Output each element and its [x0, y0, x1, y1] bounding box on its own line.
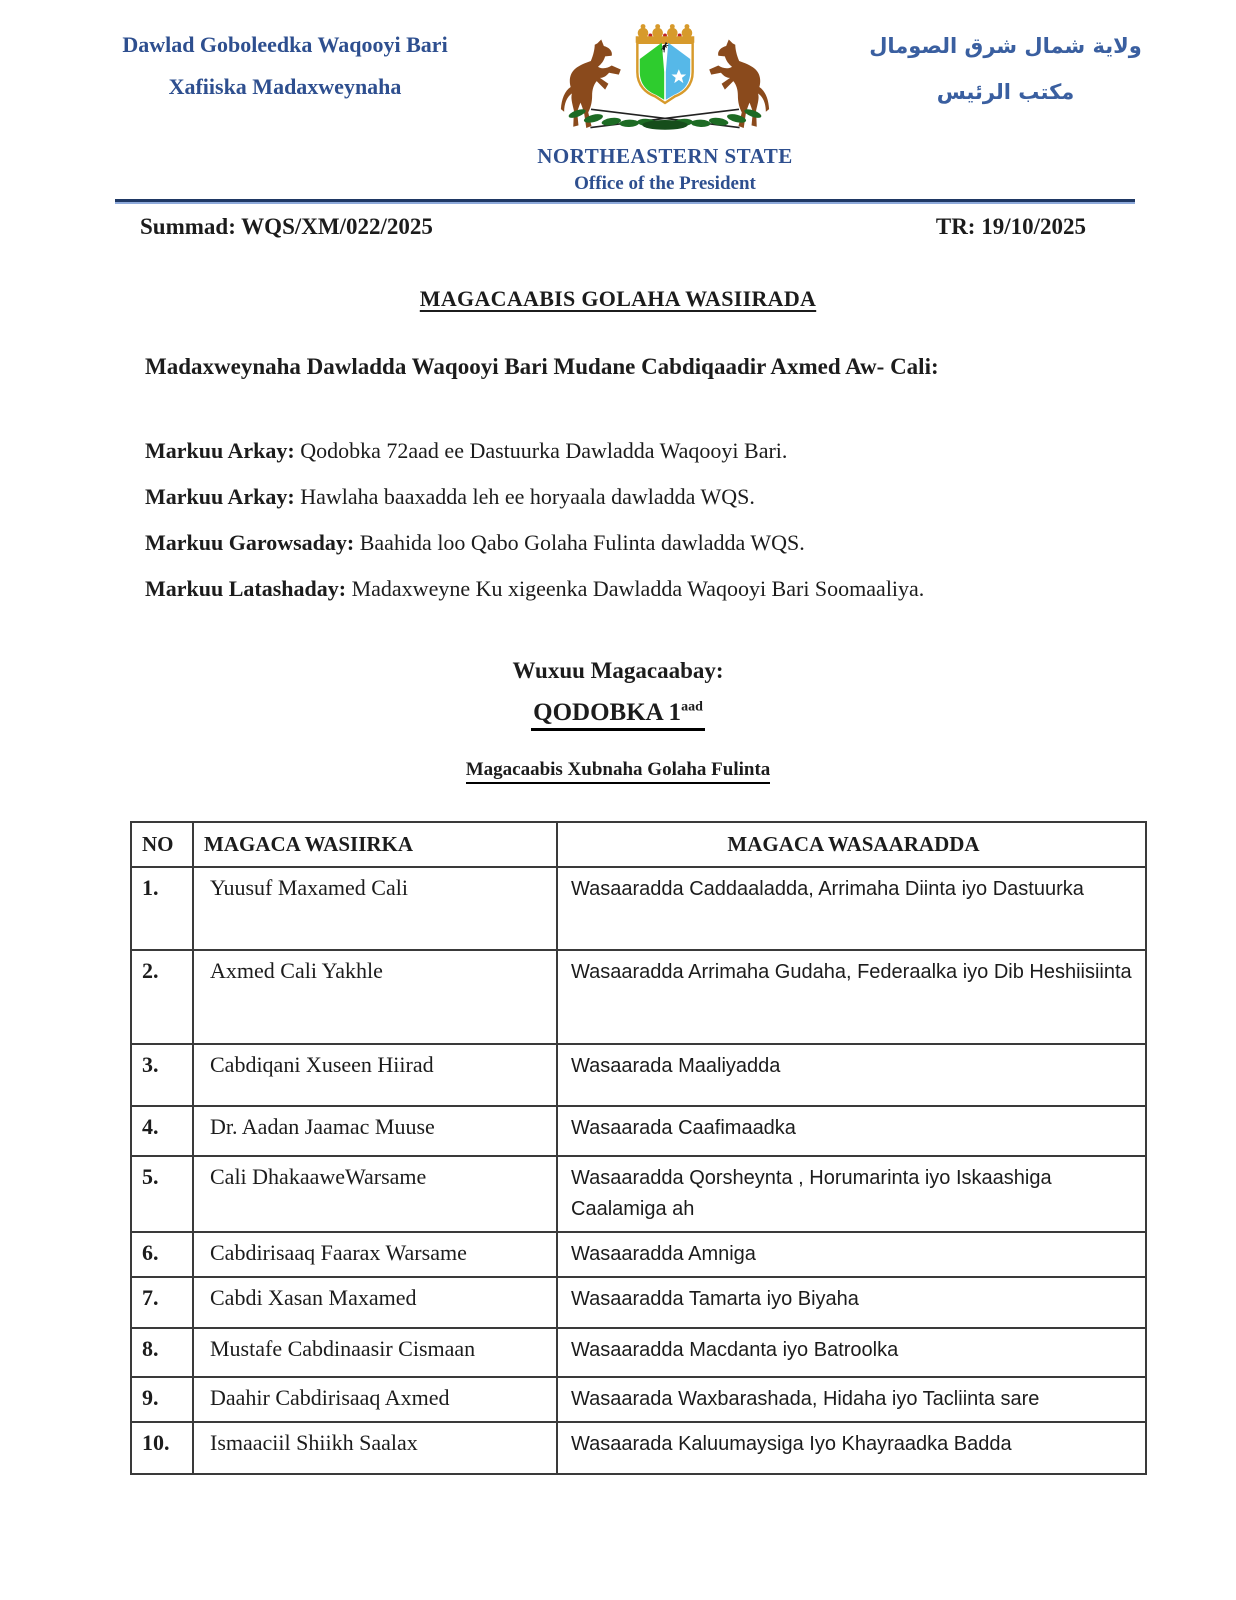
table-row: [131, 1277, 1146, 1328]
minister-name: Ismaaciil Shiikh Saalax: [193, 1422, 557, 1474]
clause-line: [145, 484, 1146, 510]
clause-text: Baahida loo Qabo Golaha Fulinta dawladda WQS.: [354, 530, 805, 555]
ministers-table: [130, 821, 1147, 1475]
table-row: [131, 1232, 1146, 1277]
document-date: TR: 19/10/2025: [935, 214, 1086, 239]
table-row: [131, 1106, 1146, 1156]
clause-line: [145, 530, 1146, 556]
table-row: [131, 1328, 1146, 1377]
col-header-ministry-name: MAGACA WASAARADDA: [557, 822, 1146, 867]
intro-paragraph: Madaxweynaha Dawladda Waqooyi Bari Mudane Cabdiqaadir Axmed Aw- Cali:: [145, 354, 939, 379]
minister-name: Axmed Cali Yakhle: [193, 950, 557, 1044]
minister-name: Cabdi Xasan Maxamed: [193, 1277, 557, 1328]
clause-text: Madaxweyne Ku xigeenka Dawladda Waqooyi Bari Soomaaliya.: [346, 576, 925, 601]
ministry-name: Wasaaradda Tamarta iyo Biyaha: [557, 1277, 1146, 1328]
row-number: 4.: [131, 1106, 193, 1156]
ministry-name: Wasaarada Waxbarashada, Hidaha iyo Tacliinta sare: [557, 1377, 1146, 1422]
reference-row: [140, 214, 1086, 240]
letterhead: [0, 0, 1236, 195]
clause-label: Markuu Arkay:: [145, 484, 295, 509]
clause-label: Markuu Garowsaday:: [145, 530, 355, 555]
clause-label: Markuu Arkay:: [145, 438, 295, 463]
decree-article-underline: [531, 699, 705, 731]
row-number: 5.: [131, 1156, 193, 1232]
row-number: 7.: [131, 1277, 193, 1328]
row-number: 6.: [131, 1232, 193, 1277]
ministry-name: Wasaaradda Amniga: [557, 1232, 1146, 1277]
ministry-name: Wasaaradda Macdanta iyo Batroolka: [557, 1328, 1146, 1377]
table-row: [131, 867, 1146, 950]
row-number: 9.: [131, 1377, 193, 1422]
minister-name: Daahir Cabdirisaaq Axmed: [193, 1377, 557, 1422]
clause-text: Hawlaha baaxadda leh ee horyaala dawladda WQS.: [294, 484, 755, 509]
clause-text: Qodobka 72aad ee Dastuurka Dawladda Waqooyi Bari.: [294, 438, 788, 463]
clause-line: [145, 438, 1146, 464]
ministry-name: Wasaarada Caafimaadka: [557, 1106, 1146, 1156]
reference-number: Summad: WQS/XM/022/2025: [140, 214, 433, 239]
col-header-minister-name: MAGACA WASIIRKA: [193, 822, 557, 867]
minister-name: Cabdirisaaq Faarax Warsame: [193, 1232, 557, 1277]
header-divider: [115, 199, 1135, 204]
decree-article: [0, 699, 1236, 727]
row-number: 8.: [131, 1328, 193, 1377]
row-number: 2.: [131, 950, 193, 1044]
row-number: 1.: [131, 867, 193, 950]
emblem-title: NORTHEASTERN STATE: [537, 144, 793, 168]
emblem-subtitle: Office of the President: [574, 173, 756, 194]
table-row: [131, 1044, 1146, 1106]
clause-label: Markuu Latashaday:: [145, 576, 347, 601]
table-header-row: [131, 822, 1146, 867]
minister-name: Dr. Aadan Jaamac Muuse: [193, 1106, 557, 1156]
table-row: [131, 950, 1146, 1044]
ministry-name: Wasaarada Kaluumaysiga Iyo Khayraadka Badda: [557, 1422, 1146, 1474]
letterhead-emblem-block: [500, 20, 830, 195]
ministry-name: Wasaaradda Arrimaha Gudaha, Federaalka iyo Dib Heshiisiinta: [557, 950, 1146, 1044]
table-row: [131, 1377, 1146, 1422]
col-header-no: NO: [131, 822, 193, 867]
letterhead-somali-block: [70, 20, 500, 100]
ministry-name: Wasaaradda Qorsheynta , Horumarinta iyo Iskaashiga Caalamiga ah: [557, 1156, 1146, 1232]
letterhead-somali-line1: Dawlad Goboleedka Waqooyi Bari: [122, 32, 448, 57]
decree-article-text: QODOBKA 1: [533, 699, 682, 726]
minister-name: Yuusuf Maxamed Cali: [193, 867, 557, 950]
decree-heading: Wuxuu Magacaabay:: [512, 658, 724, 683]
decree-article-suffix: aad: [681, 699, 703, 715]
clause-line: [145, 576, 1146, 602]
laurel: [568, 107, 763, 129]
letterhead-somali-line2: Xafiiska Madaxweynaha: [168, 74, 402, 99]
decree-subheading: Magacaabis Xubnaha Golaha Fulinta: [0, 759, 1236, 781]
letterhead-arabic-block: [830, 20, 1181, 104]
state-emblem-icon: [529, 20, 801, 142]
minister-name: Mustafe Cabdinaasir Cismaan: [193, 1328, 557, 1377]
row-number: 10.: [131, 1422, 193, 1474]
ministry-name: Wasaarada Maaliyadda: [557, 1044, 1146, 1106]
minister-name: Cabdiqani Xuseen Hiirad: [193, 1044, 557, 1106]
clauses-block: [145, 438, 1146, 602]
letterhead-arabic-line2: مكتب الرئيس: [936, 80, 1075, 104]
table-row: [131, 1422, 1146, 1474]
letterhead-arabic-line1: ولاية شمال شرق الصومال: [869, 34, 1142, 58]
ministry-name: Wasaaradda Caddaaladda, Arrimaha Diinta iyo Dastuurka: [557, 867, 1146, 950]
row-number: 3.: [131, 1044, 193, 1106]
minister-name: Cali DhakaaweWarsame: [193, 1156, 557, 1232]
document-title: MAGACAABIS GOLAHA WASIIRADA: [419, 286, 817, 311]
table-row: [131, 1156, 1146, 1232]
